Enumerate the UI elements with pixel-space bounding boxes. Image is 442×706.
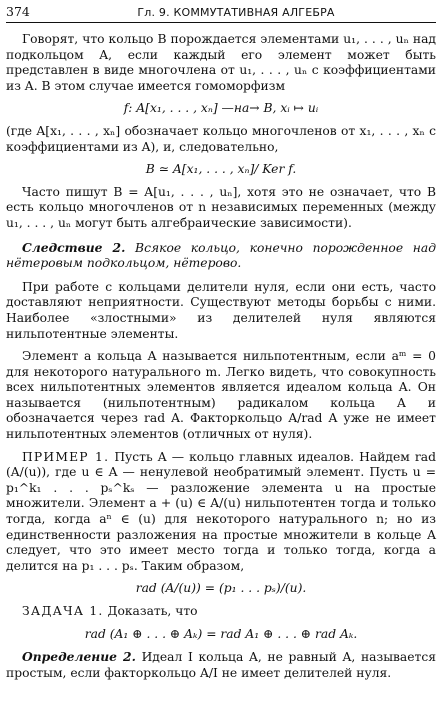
formula-direct-sum: rad (A₁ ⊕ . . . ⊕ Aₖ) = rad A₁ ⊕ . . . ⊕ rad Aₖ. — [84, 626, 358, 641]
example-label: ПРИМЕР 1. — [22, 449, 110, 464]
corollary-text: Всякое кольцо, конечно порожденное над нётеровым подкольцом, нётерово. — [6, 240, 436, 271]
definition-text: Идеал I кольца A, не равный A, называется простым, если факторкольцо A/I не имеет делителей нуля. — [6, 650, 436, 680]
book-page — [6, 4, 436, 681]
page-number: 374 — [6, 4, 30, 19]
formula-homomorphism: f: A[x₁, . . . , xₙ] —на→ B, xᵢ ↦ uᵢ — [123, 101, 319, 116]
paragraph-notation: Часто пишут B = A[u₁, . . . , uₙ], хотя это не означает, что B есть кольцо многочленов от n независимых переменных (между u₁, . . . , uₙ могут быть алгебраические зависимости). — [6, 184, 436, 230]
example-text: Пусть A — кольцо главных идеалов. Найдем rad (A/(u)), где u ∈ A — ненулевой необратимый элемент. Пусть u = p₁^k₁ . . . pₛ^kₛ — разложение элемента u на простые множители. Элемент a + (u) ∈ A/(u) нильпотентен тогда и только тогда, когда aⁿ ∈ (u) для некоторого натурального n; но из единственности разложения на простые множители в кольце A следует, что это имеет место тогда и только тогда, когда a делится на p₁ . . . pₛ. Таким образом, — [6, 449, 436, 573]
paragraph-polynomial-ring: (где A[x₁, . . . , xₙ] обозначает кольцо многочленов от x₁, . . . , xₙ с коэффициентами из A), и, следовательно, — [6, 123, 436, 154]
definition-2 — [6, 649, 436, 681]
task-label: ЗАДАЧА 1. — [22, 604, 104, 618]
corollary-2 — [6, 240, 436, 272]
formula-isomorphism: B ≃ A[x₁, . . . , xₙ]/ Ker f. — [145, 162, 297, 177]
corollary-label: Следствие 2. — [22, 239, 126, 255]
task-1 — [6, 604, 436, 620]
paragraph-generated-ring: Говорят, что кольцо B порождается элементами u₁, . . . , uₙ над подкольцом A, если каждый его элемент может быть представлен в виде многочлена от u₁, . . . , uₙ с коэффициентами из A. В этом случае имеется гомоморфизм — [6, 32, 436, 93]
example-1 — [6, 450, 436, 575]
formula-radical: rad (A/(u)) = (p₁ . . . pₛ)/(u). — [135, 581, 307, 596]
paragraph-nilpotent: Элемент a кольца A называется нильпотентным, если aᵐ = 0 для некоторого натурального m. Легко видеть, что совокупность всех нильпотентных элементов является идеалом кольца A. Он называется (нильпотентным) радикалом кольца A и обозначается через rad A. Факторкольцо A/rad A уже не имеет нильпотентных элементов (отличных от нуля). — [6, 349, 436, 442]
paragraph-zero-divisors: При работе с кольцами делители нуля, если они есть, часто доставляют неприятности. Существуют методы борьбы с ними. Наиболее «злостными» из делителей нуля являются нильпотентные элементы. — [6, 279, 436, 341]
task-text: Доказать, что — [107, 604, 198, 618]
page-header — [6, 4, 436, 23]
running-title: Гл. 9. КОММУТАТИВНАЯ АЛГЕБРА — [137, 6, 335, 19]
definition-label: Определение 2. — [22, 649, 136, 665]
